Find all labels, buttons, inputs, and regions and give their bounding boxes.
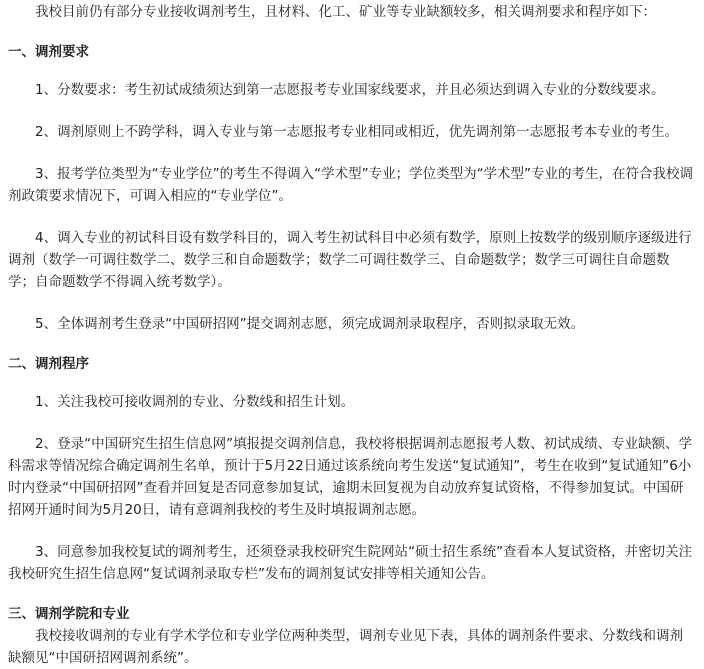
section-heading-procedure: 二、调剂程序 [8, 356, 89, 372]
requirement-item: 1、分数要求：考生初试成绩须达到第一志愿报考专业国家线要求，并且必须达到调入专业的分数线要求。 [35, 82, 665, 98]
section-heading-schools: 三、调剂学院和专业 [8, 606, 130, 622]
requirement-item: 2、调剂原则上不跨学科，调入专业与第一志愿报考专业相同或相近，优先调剂第一志愿报考本专业的考生。 [35, 124, 679, 140]
intro-paragraph: 我校目前仍有部分专业接收调剂考生，且材料、化工、矿业等专业缺额较多，相关调剂要求和程序如下： [35, 4, 656, 20]
procedure-item: 1、关注我校可接收调剂的专业、分数线和招生计划。 [35, 394, 355, 410]
requirement-item: 3、报考学位类型为“专业学位”的考生不得调入“学术型”专业；学位类型为“学术型”专业的考生，在符合我校调剂政策要求情况下，可调入相应的“专业学位”。 [8, 166, 694, 204]
section-heading-requirements: 一、调剂要求 [8, 44, 89, 60]
schools-paragraph: 我校接收调剂的专业有学术学位和专业学位两种类型，调剂专业见下表，具体的调剂条件要求、分数线和调剂缺额见“中国研招网调剂系统”。 [8, 628, 683, 666]
document-body [8, 1, 696, 669]
procedure-item: 3、同意参加我校复试的调剂考生，还须登录我校研究生院网站“硕士招生系统”查看本人复试资格，并密切关注我校研究生招生信息网“复试调剂录取专栏”发布的调剂复试安排等相关通知公告。 [8, 544, 693, 582]
procedure-item: 2、登录“中国研究生招生信息网”填报提交调剂信息，我校将根据调剂志愿报考人数、初试成绩、专业缺额、学科需求等情况综合确定调剂生名单，预计于5月22日通过该系统向考生发送“复试通知”，考生在收到“复试通知”6小时内登录“中国研招网”查看并回复是否同意参加复试，逾期未回复视为自动放弃复试资格，不得参加复试。中国研招网开通时间为5月20日，请有意调剂我校的考生及时填报调剂志愿。 [8, 436, 693, 518]
requirement-item: 4、调入专业的初试科目设有数学科目的，调入考生初试科目中必须有数学，原则上按数学的级别顺序逐级进行调剂（数学一可调往数学二、数学三和自命题数学；数学二可调往数学三、自命题数学；数学三可调往自命题数学；自命题数学不得调入统考数学）。 [8, 230, 692, 290]
requirement-item: 5、全体调剂考生登录“中国研招网”提交调剂志愿，须完成调剂录取程序，否则拟录取无效。 [35, 316, 585, 332]
